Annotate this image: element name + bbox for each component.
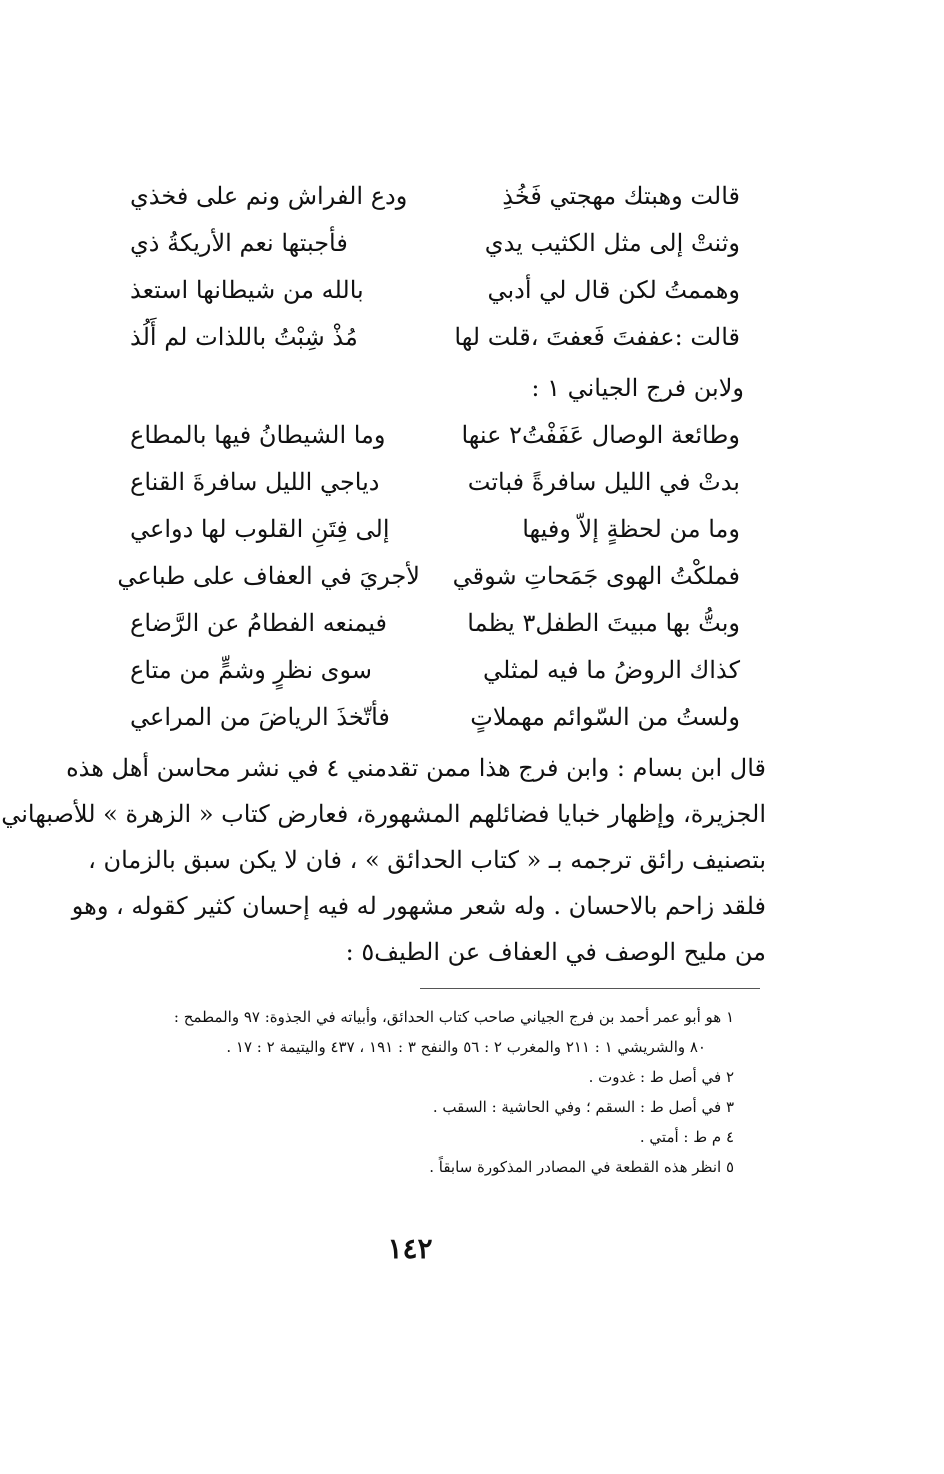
verse xyxy=(130,412,740,459)
verse xyxy=(130,220,740,267)
footnote: ٥ انظر هذه القطعة في المصادر المذكورة سابقاً . xyxy=(429,1158,734,1176)
verse-second-hemistich: لأجريَ في العفاف على طباعي xyxy=(117,562,420,590)
prose-line: بتصنيف رائق ترجمه بـ « كتاب الحدائق » ، فان لا يكن سبق بالزمان ، xyxy=(88,846,766,874)
prose-line: فلقد زاحم بالاحسان . وله شعر مشهور له فيه إحسان كثير كقوله ، وهو xyxy=(71,892,766,920)
verse-second-hemistich: إلى فِتَنِ القلوب لها دواعي xyxy=(130,515,390,543)
poem-second xyxy=(117,412,740,741)
page-number: ١٤٢ xyxy=(387,1232,433,1265)
footnote: ٢ في أصل ط : غدوت . xyxy=(588,1068,734,1086)
verse xyxy=(130,267,740,314)
verse-first-hemistich: وهممتُ لكن قال لي أدبي xyxy=(487,276,740,304)
verse-second-hemistich: سوى نظرٍ وشمٍّ من متاع xyxy=(130,656,372,684)
verse xyxy=(130,647,740,694)
verse-second-hemistich: مُذْ شِبْتُ باللذات لم أَلُذ xyxy=(130,323,358,351)
verse-first-hemistich: وما من لحظةٍ إلاّ وفيها xyxy=(522,515,740,543)
prose-paragraph xyxy=(1,745,766,975)
prose-line: قال ابن بسام : وابن فرج هذا ممن تقدمني ٤ في نشر محاسن أهل هذه xyxy=(66,754,766,782)
verse-second-hemistich: فأتّخذَ الرياضَ من المراعي xyxy=(130,703,390,731)
footnote: ١ هو أبو عمر أحمد بن فرج الجياني صاحب كتاب الحدائق، وأبياته في الجذوة: ٩٧ والمطمح : xyxy=(173,1008,734,1026)
verse-second-hemistich: دياجي الليل سافرةَ القناع xyxy=(130,468,380,496)
verse-second-hemistich: وما الشيطانُ فيها بالمطاع xyxy=(130,421,386,449)
verse-first-hemistich: ولستُ من السّوائم مهملاتٍ xyxy=(470,703,740,731)
verse-first-hemistich: وبتُّ بها مبيتَ الطفل٣ يظما xyxy=(467,609,740,637)
verse-first-hemistich: قالت وهبتك مهجتي فَخُذِ xyxy=(502,182,740,210)
footnote-continuation: ٨٠ والشريشي ١ : ٢١١ والمغرب ٢ : ٥٦ والنفح ٣ : ١٩١ ، ٤٣٧ واليتيمة ٢ : ١٧ . xyxy=(226,1038,706,1056)
verse xyxy=(130,173,740,220)
verse xyxy=(117,553,740,600)
verse-second-hemistich: فيمنعه الفطامُ عن الرَّضاع xyxy=(130,609,387,637)
verse xyxy=(130,694,740,741)
verse-first-hemistich: وثنتْ إلى مثل الكثيب يدي xyxy=(484,229,740,257)
footnote: ٣ في أصل ط : السقم ؛ وفي الحاشية : السقب . xyxy=(432,1098,734,1116)
verse-first-hemistich: كذاك الروضُ ما فيه لمثلي xyxy=(483,656,740,684)
verse-first-hemistich: فملكْتُ الهوى جَمَحاتِ شوقي xyxy=(452,562,740,590)
verse-first-hemistich: بدتْ في الليل سافرةً فباتت xyxy=(467,468,740,496)
footnotes xyxy=(60,1002,734,1182)
verse-first-hemistich: وطائعة الوصال عَفَفْتُ٢ عنها xyxy=(461,421,740,449)
verse xyxy=(130,314,740,361)
prose-line: الجزيرة، وإظهار خبايا فضائلهم المشهورة، فعارض كتاب « الزهرة » للأصبهاني xyxy=(1,800,766,828)
verse-second-hemistich: ودع الفراش ونم على فخذي xyxy=(130,182,408,210)
prose-line: من مليح الوصف في العفاف عن الطيف٥ : xyxy=(345,938,766,966)
poem-intro-line: ولابن فرج الجياني ١ : xyxy=(531,374,744,402)
verse xyxy=(130,506,740,553)
verse-second-hemistich: بالله من شيطانها استعذ xyxy=(130,276,364,304)
verse-second-hemistich: فأجبتها نعم الأريكةُ ذي xyxy=(130,229,348,257)
verse-first-hemistich: قالت :عففتَ فَعفتَ ،قلت لها xyxy=(454,323,740,351)
poem-first xyxy=(130,173,740,361)
footnote-separator xyxy=(420,988,760,989)
footnote: ٤ م ط : أمتي . xyxy=(639,1128,734,1146)
verse xyxy=(130,459,740,506)
verse xyxy=(130,600,740,647)
